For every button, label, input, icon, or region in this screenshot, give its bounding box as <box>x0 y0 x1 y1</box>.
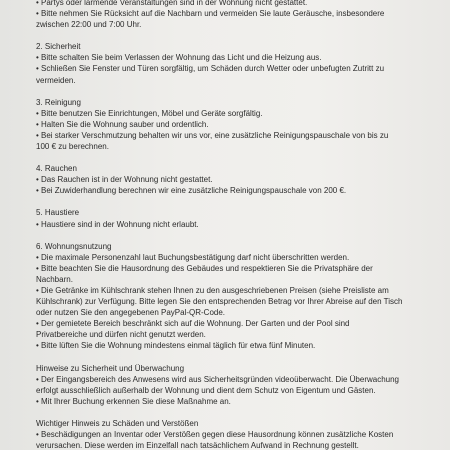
section-line: • Bitte beachten Sie die Hausordnung des Gebäudes und respektieren Sie die Privatsphäre der <box>36 263 373 273</box>
section-line: • Die maximale Personenzahl laut Buchungsbestätigung darf nicht überschritten werden. <box>36 252 350 262</box>
spacer <box>36 30 436 41</box>
section-security <box>36 41 436 85</box>
section-surveillance <box>36 363 436 407</box>
section-line: • Das Rauchen ist in der Wohnung nicht gestattet. <box>36 175 213 185</box>
intro-line: zwischen 22:00 und 7:00 Uhr. <box>36 20 142 30</box>
spacer <box>36 230 436 241</box>
section-line: erfolgt ausschließlich außerhalb der Wohnung und dient dem Schutz von Eigentum und Gästen. <box>36 385 376 395</box>
spacer <box>36 86 436 97</box>
section-line: 100 € zu berechnen. <box>36 142 109 152</box>
section-apartment-use <box>36 241 436 352</box>
section-heading: 2. Sicherheit <box>36 42 81 52</box>
section-damages <box>36 418 436 450</box>
section-heading: Hinweise zu Sicherheit und Überwachung <box>36 363 185 373</box>
spacer <box>36 407 436 418</box>
section-heading: 4. Rauchen <box>36 164 77 174</box>
section-line: • Beschädigungen an Inventar oder Verstößen gegen diese Hausordnung können zusätzliche Kosten <box>36 430 394 439</box>
section-line: Nachbarn. <box>36 274 73 284</box>
spacer <box>36 152 436 163</box>
section-line: • Bitte schalten Sie beim Verlassen der Wohnung das Licht und die Heizung aus. <box>36 53 322 63</box>
section-line: • Halten Sie die Wohnung sauber und ordentlich. <box>36 119 209 129</box>
section-line: • Bei Zuwiderhandlung berechnen wir eine zusätzliche Reinigungspauschale von 200 €. <box>36 186 347 196</box>
section-heading: Wichtiger Hinweis zu Schäden und Verstößen <box>36 418 199 428</box>
section-line: • Die Getränke im Kühlschrank stehen Ihnen zu den ausgeschriebenen Preisen (siehe Preisliste am <box>36 285 389 295</box>
section-line: Privatbereiche und dürfen nicht genutzt werden. <box>36 330 206 340</box>
intro-line: • Partys oder lärmende Veranstaltungen sind in der Wohnung nicht gestattet. <box>36 0 308 7</box>
section-line: • Der Eingangsbereich des Anwesens wird aus Sicherheitsgründen videoüberwacht. Die Überwachung <box>36 374 400 384</box>
section-heading: 3. Reinigung <box>36 97 81 107</box>
section-line: • Bitte lüften Sie die Wohnung mindestens einmal täglich für etwa fünf Minuten. <box>36 341 316 351</box>
section-line: Kühlschrank) zur Verfügung. Bitte legen Sie den entsprechenden Betrag vor Ihrer Abreise auf den Tisch <box>36 297 403 307</box>
section-line: • Der gemietete Bereich beschränkt sich auf die Wohnung. Der Garten und der Pool sind <box>36 319 350 329</box>
spacer <box>36 196 436 207</box>
section-cleaning <box>36 97 436 152</box>
section-pets <box>36 207 436 229</box>
spacer <box>36 352 436 363</box>
section-line: • Mit Ihrer Buchung erkennen Sie diese Maßnahme an. <box>36 396 231 406</box>
section-line: oder nutzen Sie den angegebenen PayPal-QR-Code. <box>36 308 226 318</box>
section-line: • Schließen Sie Fenster und Türen sorgfältig, um Schäden durch Wetter oder unbefugten Zutritt zu <box>36 64 385 74</box>
intro-line: • Bitte nehmen Sie Rücksicht auf die Nachbarn und vermeiden Sie laute Geräusche, insbesondere <box>36 9 385 19</box>
section-heading: 6. Wohnungsnutzung <box>36 241 112 251</box>
section-line: • Bitte benutzen Sie Einrichtungen, Möbel und Geräte sorgfältig. <box>36 108 263 118</box>
house-rules-sheet <box>36 0 436 450</box>
intro-block <box>36 0 436 30</box>
section-line: vermeiden. <box>36 75 76 85</box>
section-line: • Bei starker Verschmutzung behalten wir uns vor, eine zusätzliche Reinigungspauschale von bis zu <box>36 130 389 140</box>
section-line: verursachen. Diese werden im Einzelfall nach tatsächlichem Aufwand in Rechnung gestellt. <box>36 441 359 450</box>
section-line: • Haustiere sind in der Wohnung nicht erlaubt. <box>36 219 199 229</box>
section-heading: 5. Haustiere <box>36 208 80 218</box>
section-smoking <box>36 163 436 196</box>
